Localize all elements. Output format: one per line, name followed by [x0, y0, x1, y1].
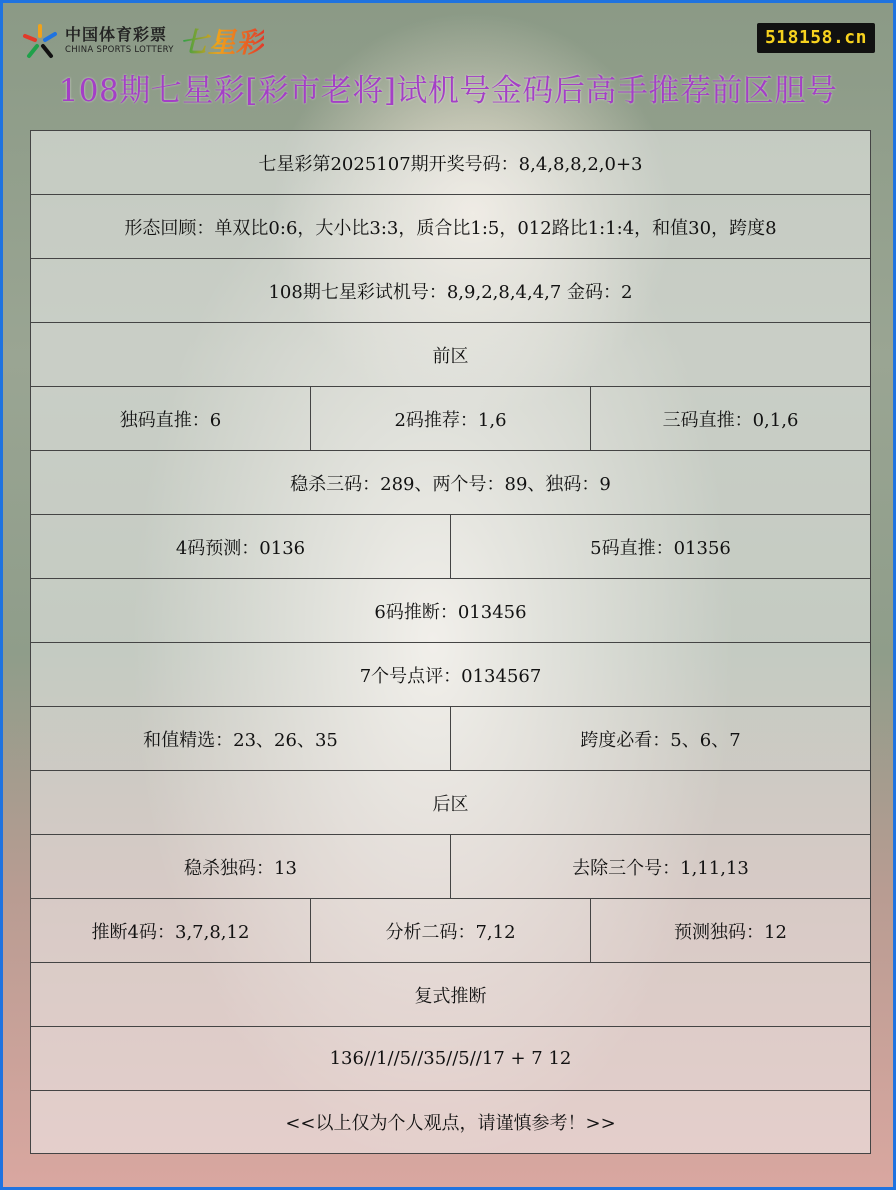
- logo-text: [65, 26, 174, 56]
- table-cell: 形态回顾：单双比0:6，大小比3:3，质合比1:5，012路比1:1:4，和值30，跨度8: [31, 195, 870, 258]
- prediction-table: [30, 130, 871, 1154]
- table-cell: 后区: [31, 771, 870, 834]
- table-cell: 108期七星彩试机号：8,9,2,8,4,4,7 金码：2: [31, 259, 870, 322]
- table-cell: 分析二码：7,12: [310, 899, 590, 962]
- table-row: [30, 578, 871, 642]
- table-cell: 前区: [31, 323, 870, 386]
- logo-en: CHINA SPORTS LOTTERY: [65, 45, 174, 55]
- table-cell: 预测独码：12: [590, 899, 870, 962]
- lottery-star-icon: [21, 22, 59, 60]
- site-badge: 518158.cn: [757, 23, 875, 53]
- table-cell: 稳杀独码：13: [31, 835, 450, 898]
- table-cell: <<以上仅为个人观点，请谨慎参考！>>: [31, 1091, 870, 1153]
- table-row: [30, 898, 871, 962]
- table-cell: 稳杀三码：289、两个号：89、独码：9: [31, 451, 870, 514]
- table-cell: 推断4码：3,7,8,12: [31, 899, 310, 962]
- table-cell: 136//1//5//35//5//17 + 7 12: [31, 1027, 870, 1090]
- table-row: [30, 642, 871, 706]
- table-cell: 7个号点评：0134567: [31, 643, 870, 706]
- table-cell: 三码直推：0,1,6: [590, 387, 870, 450]
- table-row: [30, 1026, 871, 1090]
- logo-brand: 七星彩: [180, 21, 264, 61]
- table-row: [30, 1090, 871, 1154]
- table-cell: 去除三个号：1,11,13: [450, 835, 870, 898]
- table-cell: 独码直推：6: [31, 387, 310, 450]
- table-row: [30, 962, 871, 1026]
- table-row: [30, 194, 871, 258]
- table-row: [30, 834, 871, 898]
- table-cell: 和值精选：23、26、35: [31, 707, 450, 770]
- table-row: [30, 770, 871, 834]
- table-row: [30, 258, 871, 322]
- table-row: [30, 386, 871, 450]
- table-row: [30, 322, 871, 386]
- table-cell: 跨度必看：5、6、7: [450, 707, 870, 770]
- table-cell: 4码预测：0136: [31, 515, 450, 578]
- logo-cn: 中国体育彩票: [65, 25, 168, 44]
- table-row: [30, 450, 871, 514]
- table-cell: 七星彩第2025107期开奖号码：8,4,8,8,2,0+3: [31, 131, 870, 194]
- table-row: [30, 706, 871, 770]
- table-cell: 6码推断：013456: [31, 579, 870, 642]
- page-title: 108期七星彩[彩市老将]试机号金码后高手推荐前区胆号: [58, 73, 838, 109]
- table-cell: 2码推荐：1,6: [310, 387, 590, 450]
- table-row: [30, 130, 871, 194]
- table-row: [30, 514, 871, 578]
- table-cell: 5码直推：01356: [450, 515, 870, 578]
- table-cell: 复式推断: [31, 963, 870, 1026]
- china-sports-lottery-logo: [21, 21, 264, 61]
